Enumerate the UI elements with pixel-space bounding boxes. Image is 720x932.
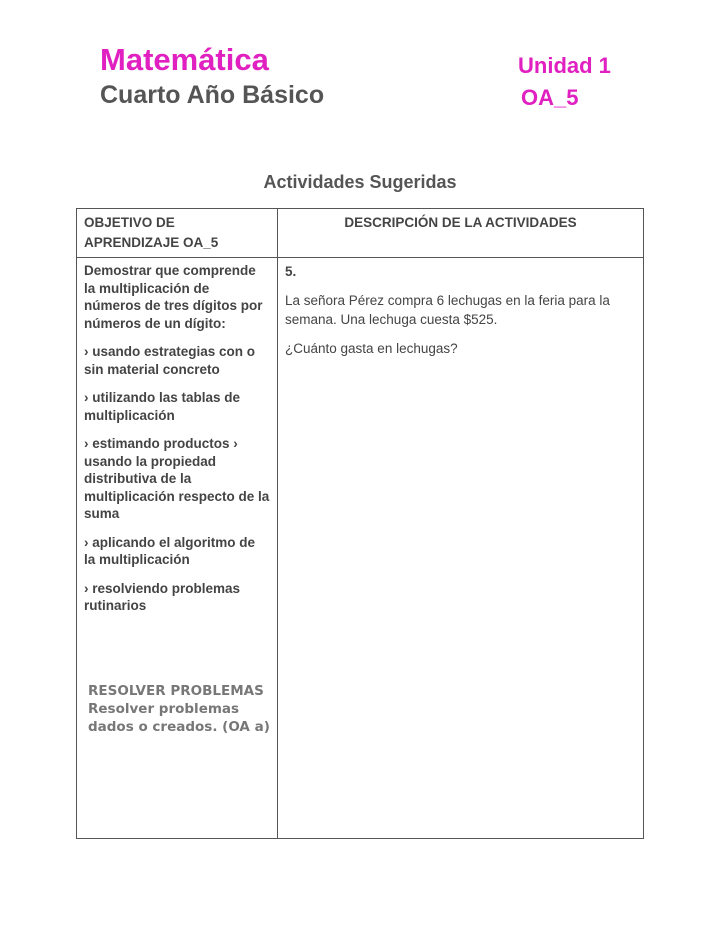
activities-table bbox=[76, 208, 644, 839]
objective-cell bbox=[77, 258, 278, 839]
table-row bbox=[77, 258, 644, 839]
grade-title: Cuarto Año Básico bbox=[100, 81, 325, 109]
table-header-row bbox=[77, 209, 644, 258]
activity-question: ¿Cuánto gasta en lechugas? bbox=[285, 341, 458, 356]
skill-text: Resolver problemas dados o creados. (OA a) bbox=[88, 700, 270, 735]
section-title: Actividades Sugeridas bbox=[263, 172, 457, 192]
header-objective: OBJETIVO DE APRENDIZAJE OA_5 bbox=[77, 209, 278, 258]
objective-item: › utilizando las tablas de multiplicación bbox=[84, 390, 241, 423]
unit-label: Unidad 1 bbox=[518, 53, 611, 78]
header-description: DESCRIPCIÓN DE LA ACTIVIDADES bbox=[278, 209, 644, 258]
activity-number: 5. bbox=[285, 264, 297, 279]
objective-code: OA_5 bbox=[521, 85, 579, 110]
objective-item: › resolviendo problemas rutinarios bbox=[84, 580, 241, 613]
objective-item: › estimando productos › usando la propiedad distributiva de la multiplicación respecto de la suma bbox=[84, 436, 270, 521]
skill-block bbox=[88, 682, 270, 736]
objective-item: › usando estrategias con o sin material concreto bbox=[84, 344, 256, 377]
objective-item: › aplicando el algoritmo de la multiplicación bbox=[84, 534, 256, 567]
activity-problem: La señora Pérez compra 6 lechugas en la feria para la semana. Una lechuga cuesta $525. bbox=[285, 293, 610, 327]
subject-title: Matemática bbox=[100, 42, 269, 77]
activity-cell bbox=[278, 258, 644, 839]
objective-intro: Demostrar que comprende la multiplicación de números de tres dígitos por números de un dígito: bbox=[84, 263, 263, 331]
skill-title: RESOLVER PROBLEMAS bbox=[88, 682, 264, 699]
